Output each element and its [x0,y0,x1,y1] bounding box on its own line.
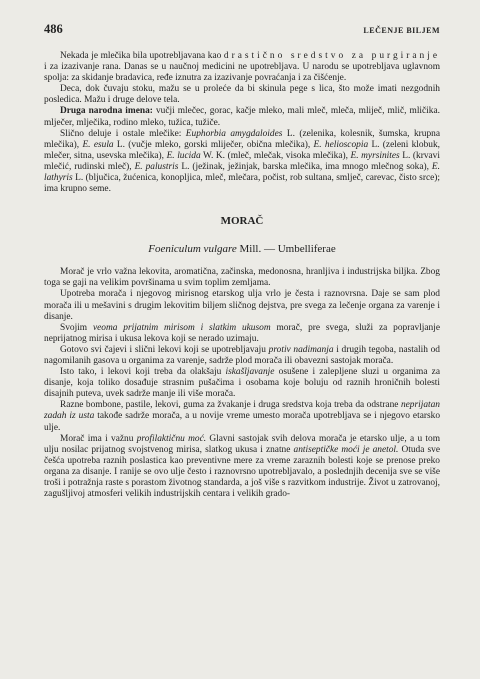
spaced-text: drastično sredstvo za purgiranje [223,51,440,61]
latin-name: Foeniculum vulgare [148,243,237,256]
text-run: Razne bombone, pastile, lekovi, guma za žvakanje i druga sredstva koja treba da odstrane [60,400,401,411]
text-run: W. K. (mleč, mlečak, visoka mlečika), [200,150,351,161]
paragraph [44,129,440,196]
text-run: Nekada je mlečika bila upotrebljavana kao [60,51,224,61]
paragraph: Morač je vrlo važna lekovita, aromatična, začinska, medonosna, hranljiva i industrijska biljka. Zbog toga se gaji na velikim površinama u svim toplim zemljama. [44,267,440,289]
bold-label: Druga narodna imena: [60,106,153,117]
text-run: i drugih tegoba, nastalih od nagomilanih gasova u organima za varenje, sadrže plod morača ili obavezni sastojak morača. [44,344,440,366]
paragraph [44,367,440,400]
paragraph [44,323,440,345]
text-run: Gotovo svi čajevi i slični lekovi koji se upotrebljavaju [60,344,269,355]
running-title: LEČENJE BILJEM [363,26,440,35]
paragraph [44,434,440,501]
text-run: vučji mlečec, gorac, kačje mleko, mali mleč, mleča, mliječ, mlič, mličika. mlječer, mlječika, rodino mleko, tužica, tužiče. [44,106,440,128]
text-run: L. (vučje mleko, gorski mliječer, obična mlečika), [113,139,314,150]
latin-name: E. lucida [166,150,201,161]
section-subtitle [44,243,440,255]
paragraph: Deca, dok čuvaju stoku, mažu se u proleće da bi skinula pege s lica, što može imati nezgodnih posledica. Mažu i druge delove tela. [44,84,440,106]
text-run: Morač ima i važnu [60,433,137,444]
italic-phrase: antiseptičke moći je anetol. [293,444,399,455]
text-run: takođe sadrže morača, a u novije vreme umesto morača upotrebljava se i njegovo etarsko ulje. [44,411,441,433]
text-run: L. (bljučica, žućenica, konopljica, mleč, mlečara, počist, rob sultana, smlječ, carevac, čisto srce); ima krupno seme. [44,173,440,195]
latin-name: E. palustris [134,161,179,172]
text-run: L. (zeleni klobuk, mlečer, sitna, usevska mlečika), [44,139,440,161]
italic-phrase: veoma prijatnim mirisom i slatkim ukusom [92,322,271,333]
text-run: Otuda sve češća upotreba raznih poslastica kao preventivne mere za vreme zaraznih bolesti koje se prenose preko organa za disanje. I ranije se ovo ulje često i raznovrsno upotrebljavalo, a poslednjih decenija sve se više troši i potražnja raste s porastom životnog standarda, a još više s razvitkom industrije. Život u zatrovanoj, zagušljivoj atmosferi velikih industrijskih centara i velikih grado- [44,444,440,500]
text-run: L. (krvavi mlečić, rudinski mleč), [44,150,440,172]
italic-phrase: neprijatan zadah iz usta [44,400,440,422]
latin-name: E. lathyris [44,161,440,184]
text-run: Svojim [60,322,93,333]
page-number: 486 [44,22,63,36]
paragraph [44,400,440,433]
italic-phrase: profilaktičnu moć. [136,433,207,444]
latin-name: Euphorbia amygdaloides [185,128,283,139]
paragraph: Upotreba morača i njegovog mirisnog etarskog ulja vrlo je česta i raznovrsna. Daje se sam plod morača ili u mešavini s drugim lekovitim biljem sličnog dejstva, pre svega za lečenje organa za varenje i disanje. [44,289,440,322]
italic-phrase: protiv nadimanja [268,344,334,355]
text-run: L. (zelenika, kolesnik, šumska, krupna mlečika), [44,128,440,150]
text-run: Slično deluje i ostale mlečike: [60,128,186,139]
latin-name: E. esula [82,139,114,150]
text-run: morač, pre svega, služi za popravljanje neprijatnog mirisa i ukusa lekova koji se nerado uzimaju. [44,322,440,344]
paragraph [44,106,440,128]
paragraph [44,345,440,367]
section-heading: MORAČ [220,215,264,228]
text-run: osušene i zalepljene sluzi u organima za disanje, koja toliko dosađuje strasnim pušačima i osobama koje boluju od raznih hroničnih bolesti disajnih puteva, uvek sadrže manje ili više morača. [44,367,440,400]
italic-phrase: iskašljavanje [225,367,275,378]
paragraph [44,51,440,84]
latin-name: E. helioscopia [313,139,369,150]
text-run: Glavni sastojak svih delova morača je etarsko ulje, a u tom ulju nosilac prijatnog svojstvenog mirisa, slatkog ukusa i znatne [44,433,441,455]
text-run: Isto tako, i lekovi koji treba da olakšaju [60,367,226,378]
text-run: i za izazivanje rana. Danas se u naučnoj medicini ne upotrebljava. U narodu se upotrebljava uglavnom spolja: za skidanje bradavica, ređe iznutra za izazivanje povraćanja i za čišćenje. [44,62,440,84]
page-header [44,22,440,37]
text-run: Mill. — Umbelliferae [236,243,336,256]
text-run: L. (ježinak, ježinjak, barska mlečika, ima mnogo mlečnog soka), [178,161,432,172]
latin-name: E. myrsinites [350,150,400,161]
